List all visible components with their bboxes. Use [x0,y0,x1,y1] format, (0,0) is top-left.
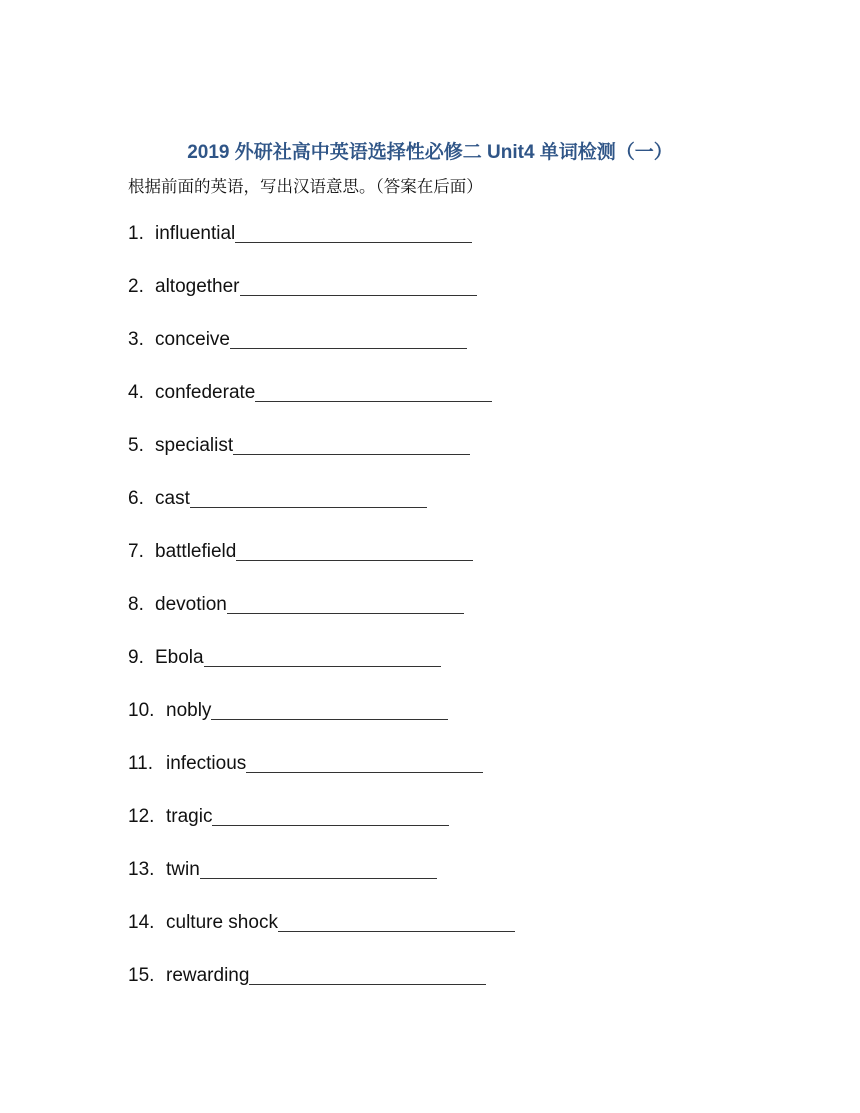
item-number: 4. [128,382,144,403]
item-word: conceive [155,329,230,350]
item-number: 1. [128,223,144,244]
answer-blank[interactable] [212,804,449,826]
item-number: 13. [128,859,155,880]
vocabulary-item [128,380,768,433]
item-number: 14. [128,912,155,933]
vocabulary-item [128,433,768,486]
vocabulary-item [128,751,768,804]
vocabulary-item [128,804,768,857]
item-number: 6. [128,488,144,509]
answer-blank[interactable] [240,274,477,296]
item-number: 3. [128,329,144,350]
answer-blank[interactable] [211,698,448,720]
item-word: rewarding [166,965,250,986]
item-word: altogether [155,276,240,297]
item-word: Ebola [155,647,204,668]
vocabulary-item [128,327,768,380]
item-word: confederate [155,382,256,403]
document-title: 2019 外研社高中英语选择性必修二 Unit4 单词检测（一） [187,142,673,163]
item-number: 11. [128,753,154,774]
item-number: 7. [128,541,144,562]
vocabulary-item [128,857,768,910]
answer-blank[interactable] [278,910,515,932]
item-word: culture shock [166,912,278,933]
item-number: 8. [128,594,144,615]
vocabulary-item [128,221,768,274]
vocabulary-item [128,592,768,645]
item-number: 10. [128,700,155,721]
answer-blank[interactable] [230,327,467,349]
vocabulary-item [128,645,768,698]
answer-blank[interactable] [249,963,486,985]
item-word: tragic [166,806,213,827]
vocabulary-item [128,963,768,1016]
answer-blank[interactable] [233,433,470,455]
item-word: infectious [166,753,247,774]
item-number: 12. [128,806,155,827]
answer-blank[interactable] [204,645,441,667]
answer-blank[interactable] [255,380,492,402]
vocabulary-list [128,221,768,1016]
item-word: influential [155,223,236,244]
item-number: 2. [128,276,144,297]
answer-blank[interactable] [235,221,472,243]
item-word: specialist [155,435,234,456]
answer-blank[interactable] [246,751,483,773]
answer-blank[interactable] [227,592,464,614]
item-word: nobly [166,700,212,721]
item-word: devotion [155,594,227,615]
item-number: 9. [128,647,144,668]
item-word: cast [155,488,190,509]
answer-blank[interactable] [200,857,437,879]
item-number: 15. [128,965,155,986]
vocabulary-item [128,274,768,327]
item-number: 5. [128,435,144,456]
vocabulary-item [128,698,768,751]
item-word: twin [166,859,200,880]
vocabulary-item [128,539,768,592]
item-word: battlefield [155,541,237,562]
answer-blank[interactable] [236,539,473,561]
vocabulary-item [128,486,768,539]
vocabulary-item [128,910,768,963]
answer-blank[interactable] [190,486,427,508]
instruction-text: 根据前面的英语，写出汉语意思。（答案在后面） [128,177,483,196]
